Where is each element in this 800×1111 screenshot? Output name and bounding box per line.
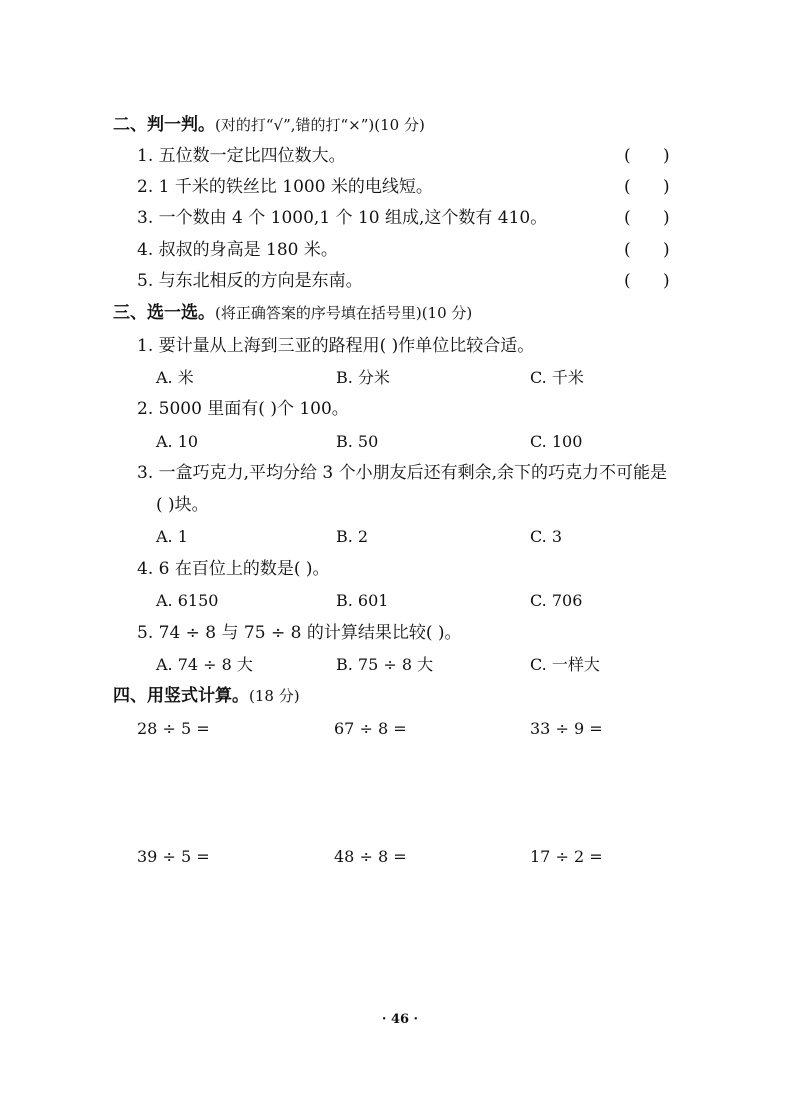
judge-answer-blank-4[interactable]: ( ) — [624, 240, 670, 260]
choose-q5-option-a[interactable]: A. 74 ÷ 8 大 — [156, 655, 253, 674]
judge-answer-blank-3[interactable]: ( ) — [624, 208, 670, 228]
section-choose-heading — [113, 302, 472, 324]
calc-problem-4: 39 ÷ 5 = — [137, 847, 210, 866]
section-calc-title: 四、用竖式计算。 — [113, 686, 249, 706]
judge-item-3: 3. 一个数由 4 个 1000,1 个 10 组成,这个数有 410。 — [137, 208, 548, 228]
choose-question-3: 3. 一盒巧克力,平均分给 3 个小朋友后还有剩余,余下的巧克力不可能是 — [137, 463, 668, 483]
choose-question-2: 2. 5000 里面有( )个 100。 — [137, 399, 349, 419]
choose-question-3-continued: ( )块。 — [156, 495, 209, 515]
calc-problem-6: 17 ÷ 2 = — [530, 847, 603, 866]
calc-problem-5: 48 ÷ 8 = — [334, 847, 407, 866]
choose-q2-option-c[interactable]: C. 100 — [530, 432, 583, 451]
calc-problem-1: 28 ÷ 5 = — [137, 719, 210, 738]
choose-question-4: 4. 6 在百位上的数是( )。 — [137, 559, 330, 579]
section-calc-heading — [113, 685, 300, 707]
choose-q2-option-a[interactable]: A. 10 — [156, 432, 199, 451]
calc-problem-3: 33 ÷ 9 = — [530, 719, 603, 738]
choose-question-5: 5. 74 ÷ 8 与 75 ÷ 8 的计算结果比较( )。 — [137, 623, 462, 643]
choose-q5-option-b[interactable]: B. 75 ÷ 8 大 — [336, 655, 434, 674]
section-judge-title: 二、判一判。 — [113, 115, 215, 135]
judge-answer-blank-2[interactable]: ( ) — [624, 177, 670, 197]
choose-q5-option-c[interactable]: C. 一样大 — [530, 655, 600, 674]
judge-answer-blank-5[interactable]: ( ) — [624, 271, 670, 291]
calc-problem-2: 67 ÷ 8 = — [334, 719, 407, 738]
judge-item-1: 1. 五位数一定比四位数大。 — [137, 146, 346, 166]
judge-answer-blank-1[interactable]: ( ) — [624, 146, 670, 166]
section-choose-note: (将正确答案的序号填在括号里)(10 分) — [215, 304, 473, 322]
judge-item-2: 2. 1 千米的铁丝比 1000 米的电线短。 — [137, 177, 433, 197]
choose-q4-option-c[interactable]: C. 706 — [530, 591, 583, 610]
judge-item-5: 5. 与东北相反的方向是东南。 — [137, 271, 363, 291]
choose-question-1: 1. 要计量从上海到三亚的路程用( )作单位比较合适。 — [137, 336, 535, 356]
choose-q1-option-a[interactable]: A. 米 — [156, 368, 194, 387]
section-choose-title: 三、选一选。 — [113, 303, 215, 323]
choose-q1-option-b[interactable]: B. 分米 — [336, 368, 390, 387]
choose-q3-option-a[interactable]: A. 1 — [156, 527, 188, 546]
choose-q3-option-c[interactable]: C. 3 — [530, 527, 563, 546]
section-calc-note: (18 分) — [249, 687, 300, 705]
choose-q2-option-b[interactable]: B. 50 — [336, 432, 379, 451]
page-number: · 46 · — [381, 1012, 419, 1027]
choose-q4-option-a[interactable]: A. 6150 — [156, 591, 219, 610]
choose-q1-option-c[interactable]: C. 千米 — [530, 368, 584, 387]
choose-q4-option-b[interactable]: B. 601 — [336, 591, 389, 610]
section-judge-note: (对的打“√”,错的打“×”)(10 分) — [215, 116, 425, 134]
section-judge-heading — [113, 114, 425, 136]
choose-q3-option-b[interactable]: B. 2 — [336, 527, 369, 546]
judge-item-4: 4. 叔叔的身高是 180 米。 — [137, 240, 338, 260]
